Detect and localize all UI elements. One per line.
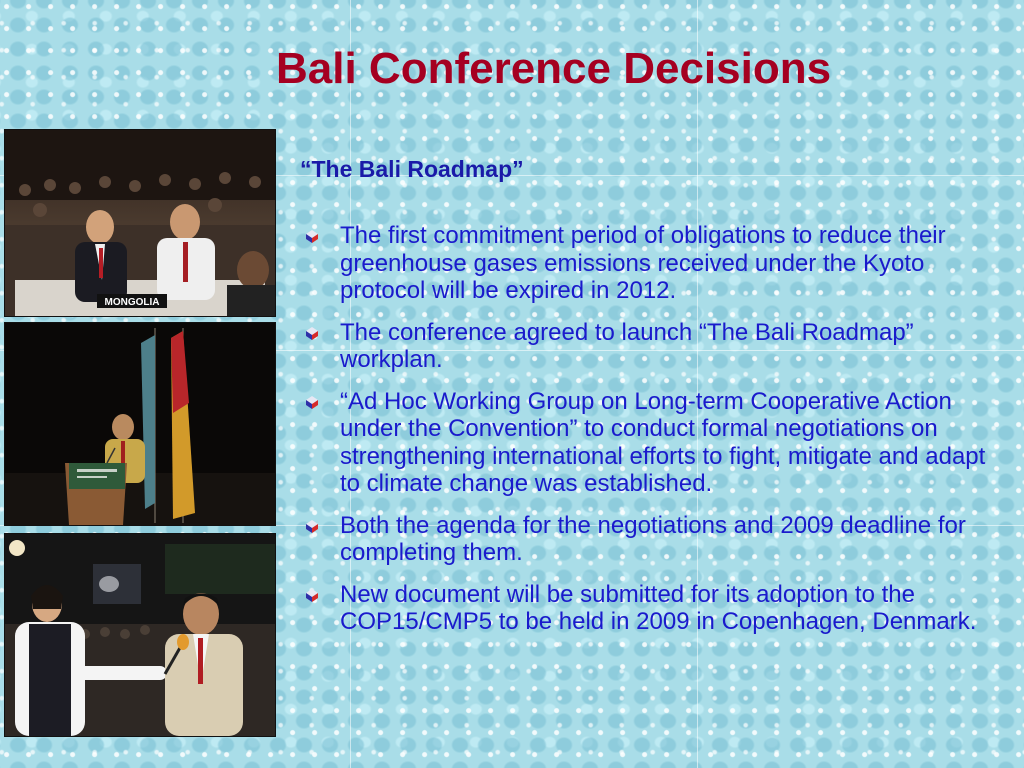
- photo-media-interview: [4, 533, 276, 737]
- 3d-square-bullet-icon: [304, 325, 320, 341]
- photo-delegates-mongolia: [4, 129, 276, 317]
- bullet-text: The first commitment period of obligations to reduce their greenhouse gases emissions received under the Kyoto protocol will be expired in 2012.: [340, 222, 946, 304]
- 3d-square-bullet-icon: [304, 394, 320, 410]
- bullet-item: [300, 319, 1000, 374]
- 3d-square-bullet-icon: [304, 228, 320, 244]
- 3d-square-bullet-icon: [304, 518, 320, 534]
- 3d-square-bullet-icon: [304, 587, 320, 603]
- bullet-text: The conference agreed to launch “The Bali Roadmap” workplan.: [340, 318, 914, 373]
- section-subtitle: “The Bali Roadmap”: [300, 156, 524, 182]
- bullet-item: [300, 388, 1000, 498]
- bullet-text: “Ad Hoc Working Group on Long-term Cooperative Action under the Convention” to conduct formal negotiations on strengthening international efforts to fight, mitigate and adapt to climate change was established.: [340, 387, 986, 497]
- country-sign-text: MONGOLIA: [104, 297, 160, 308]
- photo-speaker-podium: [4, 322, 276, 526]
- bullet-text: New document will be submitted for its adoption to the COP15/CMP5 to be held in 2009 in Copenhagen, Denmark.: [340, 580, 977, 635]
- bullet-item: [300, 581, 1000, 636]
- bullet-text: Both the agenda for the negotiations and 2009 deadline for completing them.: [340, 511, 966, 566]
- bullet-item: [300, 222, 1000, 305]
- slide-title: Bali Conference Decisions: [276, 44, 832, 93]
- bullet-item: [300, 512, 1000, 567]
- bullet-list: [300, 222, 1000, 650]
